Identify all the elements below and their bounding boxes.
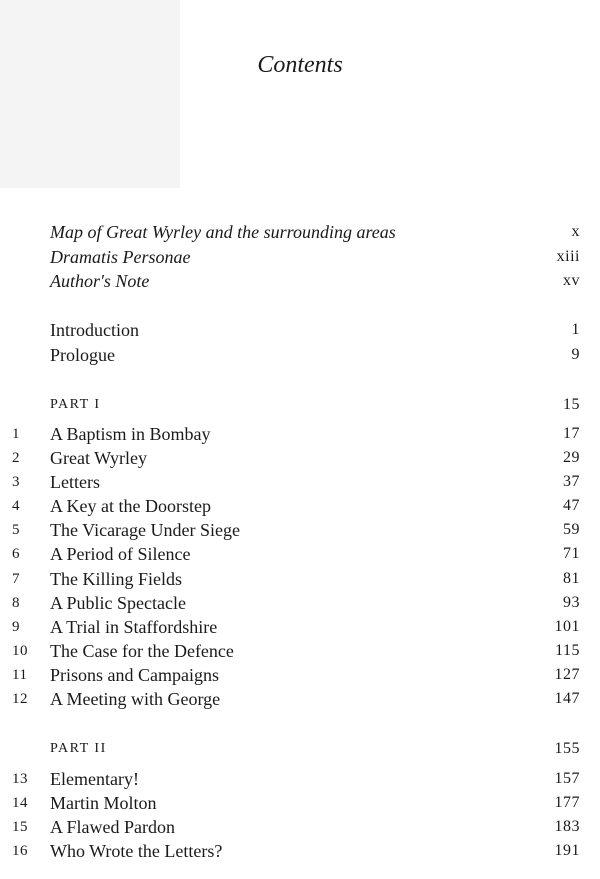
chapter-page: 191 [554,842,580,859]
chapter-entry [0,639,600,663]
chapter-title: A Baptism in Bombay [50,424,211,444]
chapter-entry [0,542,600,566]
chapter-number: 2 [12,450,20,466]
chapter-number: 16 [12,843,28,859]
chapter-number: 13 [12,771,28,787]
toc-entry-label: Prologue [50,345,115,365]
chapter-number: 8 [12,595,20,611]
chapter-page: 29 [563,449,580,466]
chapter-entry [0,518,600,542]
chapter-page: 157 [554,770,580,787]
chapter-title: A Flawed Pardon [50,817,175,837]
chapter-title: The Case for the Defence [50,641,234,661]
chapter-entry [0,815,600,839]
chapter-page: 127 [554,666,580,683]
chapter-entry [0,687,600,711]
chapter-number: 5 [12,522,20,538]
chapter-page: 59 [563,521,580,538]
chapter-entry [0,615,600,639]
chapter-entry [0,422,600,446]
chapter-title: The Killing Fields [50,569,182,589]
chapter-title: A Trial in Staffordshire [50,617,218,637]
scan-shading [0,0,180,188]
part-page: 155 [554,740,580,757]
chapter-number: 1 [12,426,20,442]
toc-entry-page: xv [563,272,580,289]
chapter-page: 147 [554,690,580,707]
toc-entry-page: 9 [571,346,580,363]
chapter-entry [0,839,600,863]
toc-entry-page: xiii [556,248,580,265]
toc-entry-prologue [0,343,600,367]
chapter-entry [0,567,600,591]
chapter-entry [0,470,600,494]
chapter-number: 4 [12,498,20,514]
chapter-title: A Period of Silence [50,544,191,564]
part-heading-2 [0,737,600,761]
chapter-entry [0,767,600,791]
part-label: PART I [50,397,101,412]
chapter-entry [0,591,600,615]
chapter-title: A Meeting with George [50,689,221,709]
toc-entry-dramatis-personae [0,245,600,269]
chapter-number: 14 [12,795,28,811]
toc-entry-label: Map of Great Wyrley and the surrounding areas [50,222,396,242]
chapter-title: Elementary! [50,769,139,789]
toc-entry-label: Dramatis Personae [50,247,191,267]
chapter-page: 81 [563,570,580,587]
chapter-title: Martin Molton [50,793,157,813]
chapter-page: 115 [555,642,580,659]
part-label: PART II [50,741,107,756]
chapter-entry [0,446,600,470]
chapter-title: Prisons and Campaigns [50,665,219,685]
chapter-entry [0,791,600,815]
toc-entry-page: x [571,223,580,240]
toc-entry-page: 1 [571,321,580,338]
chapter-page: 177 [554,794,580,811]
part-page: 15 [563,396,580,413]
chapter-page: 183 [554,818,580,835]
chapter-number: 12 [12,691,28,707]
chapter-entry [0,494,600,518]
toc-entry-authors-note [0,269,600,293]
chapter-title: A Public Spectacle [50,593,186,613]
chapter-number: 15 [12,819,28,835]
chapter-title: Great Wyrley [50,448,148,468]
chapter-page: 37 [563,473,580,490]
chapter-title: The Vicarage Under Siege [50,520,241,540]
page-title: Contents [257,52,343,78]
chapter-number: 7 [12,571,20,587]
chapter-number: 11 [12,667,28,683]
chapter-number: 9 [12,619,20,635]
toc-entry-label: Author's Note [50,271,150,291]
chapter-number: 6 [12,546,20,562]
chapter-page: 47 [563,497,580,514]
chapter-title: Who Wrote the Letters? [50,841,223,861]
toc-entry-introduction [0,318,600,342]
chapter-number: 10 [12,643,28,659]
toc-entry-label: Introduction [50,320,139,340]
chapter-page: 17 [563,425,580,442]
chapter-title: Letters [50,472,100,492]
part-heading-1 [0,393,600,417]
chapter-page: 71 [563,545,580,562]
chapter-entry [0,663,600,687]
chapter-number: 3 [12,474,20,490]
toc-entry-map [0,220,600,244]
chapter-page: 101 [554,618,580,635]
chapter-page: 93 [563,594,580,611]
chapter-title: A Key at the Doorstep [50,496,211,516]
